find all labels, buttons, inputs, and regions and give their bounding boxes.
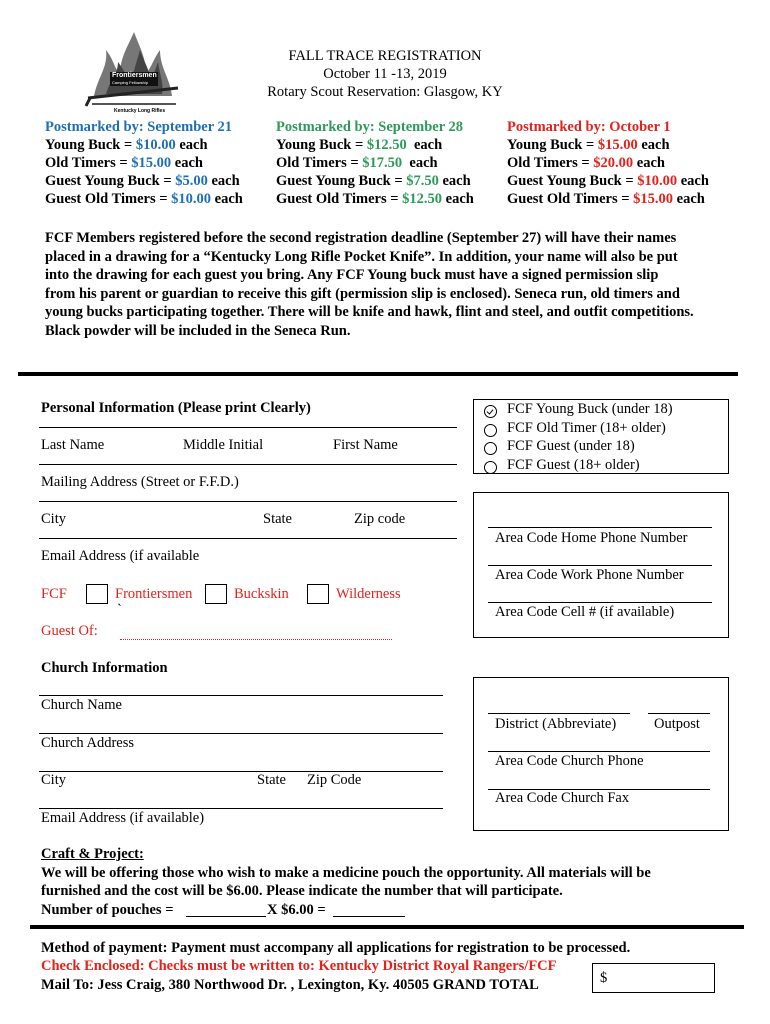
price-suffix: each — [438, 173, 471, 189]
logo-text-2: Camping Fellowship — [112, 80, 149, 85]
category-label: FCF Young Buck (under 18) — [507, 401, 673, 417]
price-suffix: each — [171, 155, 203, 171]
church-city-line[interactable] — [39, 771, 443, 772]
price-suffix: each — [637, 137, 670, 153]
price-line — [45, 191, 243, 208]
church-state-label: State — [257, 772, 286, 788]
price-suffix: each — [677, 173, 709, 189]
price-amount: $12.50 — [402, 191, 443, 207]
price-suffix: each — [406, 137, 443, 153]
district-label: District (Abbreviate) — [495, 716, 617, 732]
outpost-line[interactable] — [648, 713, 710, 714]
notice-line: into the drawing for each guest you bring. Any FCF Young buck must have a signed permission slip — [45, 267, 659, 283]
church-address-label: Church Address — [41, 735, 135, 751]
price-amount: $17.50 — [362, 155, 403, 171]
city-label: City — [41, 511, 66, 527]
outpost-label: Outpost — [654, 716, 700, 732]
personal-info-heading: Personal Information (Please print Clearly) — [41, 400, 311, 416]
price-amount: $5.00 — [175, 173, 208, 189]
price-label: Old Timers = — [45, 155, 132, 171]
work-phone-label: Area Code Work Phone Number — [495, 567, 684, 583]
price-suffix: each — [402, 155, 438, 171]
guest-of-line[interactable] — [120, 639, 392, 640]
frontiersmen-label: Frontiersmen — [115, 586, 193, 602]
district-line[interactable] — [488, 713, 630, 714]
home-phone-label: Area Code Home Phone Number — [495, 530, 688, 546]
pricing-heading-2: Postmarked by: September 28 — [276, 119, 464, 135]
church-email-line[interactable] — [39, 808, 443, 809]
price-line — [507, 173, 709, 190]
pouches-count-field[interactable] — [186, 916, 266, 917]
price-label: Guest Young Buck = — [507, 173, 638, 189]
notice-line: from his parent or guardian to receive this gift (permission slip is enclosed). Seneca run, old timers and — [45, 285, 680, 302]
wilderness-checkbox[interactable] — [307, 584, 329, 604]
price-label: Old Timers = — [276, 155, 363, 171]
church-phone-label: Area Code Church Phone — [495, 753, 644, 769]
church-info-heading: Church Information — [41, 660, 168, 676]
price-line — [507, 137, 670, 154]
fcf-logo — [84, 28, 182, 118]
price-amount: $15.00 — [597, 137, 638, 153]
price-label: Guest Young Buck = — [45, 173, 176, 189]
payment-method: Method of payment: Payment must accompany all applications for registration to be processed. — [41, 940, 631, 956]
church-email-label: Email Address (if available) — [41, 810, 205, 826]
notice-line: FCF Members registered before the second registration deadline (September 27) will have their names — [45, 230, 677, 246]
church-name-label: Church Name — [41, 697, 122, 713]
price-line — [276, 137, 442, 154]
craft-line-1: We will be offering those who wish to make a medicine pouch the opportunity. All materials will be — [41, 865, 651, 881]
pouches-multiplier: X $6.00 = — [267, 902, 326, 918]
craft-line-2: furnished and the cost will be $6.00. Please indicate the number that will participate. — [41, 883, 563, 899]
payment-divider — [30, 925, 744, 929]
state-label: State — [263, 511, 292, 527]
price-label: Guest Old Timers = — [507, 191, 634, 207]
frontiersmen-checkbox[interactable] — [86, 584, 108, 604]
church-phone-line[interactable] — [488, 751, 710, 752]
category-label: FCF Old Timer (18+ older) — [507, 419, 666, 436]
buckskin-checkbox[interactable] — [205, 584, 227, 604]
price-suffix: each — [633, 155, 665, 171]
mail-to: Mail To: Jess Craig, 380 Northwood Dr. , Lexington, Ky. 40505 GRAND TOTAL — [41, 977, 539, 993]
grand-total-prefix: $ — [600, 970, 608, 986]
category-radio[interactable] — [484, 442, 497, 455]
price-amount: $15.00 — [131, 155, 172, 171]
middle-initial-label: Middle Initial — [183, 437, 264, 453]
price-line — [276, 191, 474, 208]
fcf-label: FCF — [41, 586, 67, 602]
email-label: Email Address (if available — [41, 548, 200, 564]
price-line — [45, 155, 203, 172]
first-name-label: First Name — [333, 437, 398, 453]
notice-line: placed in a drawing for a “Kentucky Long Rifle Pocket Knife”. In addition, your name will also be put — [45, 248, 678, 265]
last-name-label: Last Name — [41, 437, 105, 453]
church-name-line[interactable] — [39, 695, 443, 696]
price-amount: $10.00 — [171, 191, 212, 207]
price-amount: $10.00 — [135, 137, 176, 153]
church-address-line[interactable] — [39, 733, 443, 734]
church-city-label: City — [41, 772, 66, 788]
price-amount: $10.00 — [637, 173, 678, 189]
buckskin-label: Buckskin — [234, 586, 289, 602]
name-underline[interactable] — [39, 464, 457, 465]
mailing-address-label: Mailing Address (Street or F.F.D.) — [41, 474, 239, 490]
check-mark-icon — [487, 407, 494, 414]
header-block — [185, 47, 585, 101]
price-line — [45, 173, 240, 190]
logo-caption: Kentucky Long Rifles — [114, 108, 166, 114]
notice-line: Black powder will be included in the Seneca Run. — [45, 322, 351, 339]
category-label: FCF Guest (under 18) — [507, 438, 635, 454]
price-amount: $20.00 — [593, 155, 634, 171]
price-label: Guest Old Timers = — [276, 191, 403, 207]
grand-total-field[interactable] — [592, 963, 715, 993]
pricing-heading-1: Postmarked by: September 21 — [45, 119, 233, 135]
price-label: Guest Old Timers = — [45, 191, 172, 207]
mailing-address-line[interactable] — [39, 501, 457, 502]
category-label: FCF Guest (18+ older) — [507, 456, 640, 473]
form-title: FALL TRACE REGISTRATION — [288, 48, 482, 64]
church-zip-label: Zip Code — [307, 772, 362, 788]
price-suffix: each — [207, 173, 240, 189]
price-label: Guest Young Buck = — [276, 173, 407, 189]
price-line — [507, 191, 705, 208]
cell-phone-label: Area Code Cell # (if available) — [495, 604, 675, 620]
work-phone-line[interactable] — [488, 565, 712, 566]
price-label: Old Timers = — [507, 155, 594, 171]
guest-of-label: Guest Of: — [41, 623, 98, 639]
category-radio[interactable] — [484, 424, 497, 437]
price-label: Young Buck = — [276, 137, 367, 153]
price-amount: $12.50 — [366, 137, 407, 153]
price-line — [507, 155, 665, 172]
logo-text-1: Frontiersmen — [112, 72, 157, 79]
name-line[interactable] — [39, 427, 457, 428]
event-location: Rotary Scout Reservation: Glasgow, KY — [267, 84, 503, 100]
price-label: Young Buck = — [45, 137, 136, 153]
church-fax-label: Area Code Church Fax — [495, 790, 630, 806]
city-line[interactable] — [39, 538, 457, 539]
price-line — [45, 137, 208, 154]
section-divider — [18, 372, 738, 376]
price-suffix: each — [442, 191, 474, 207]
price-line — [276, 173, 471, 190]
zip-label: Zip code — [354, 511, 406, 527]
category-radio-selected[interactable] — [484, 405, 497, 418]
category-radio[interactable] — [484, 461, 497, 474]
event-dates: October 11 -13, 2019 — [323, 66, 447, 82]
pouches-total-field[interactable] — [333, 916, 405, 917]
cell-phone-line[interactable] — [488, 602, 712, 603]
pouches-label: Number of pouches = — [41, 902, 174, 918]
pricing-heading-3: Postmarked by: October 1 — [507, 119, 671, 135]
notice-line: young bucks participating together. There will be knife and hawk, flint and steel, and outfit competitions. — [45, 304, 694, 320]
price-suffix: each — [175, 137, 208, 153]
price-suffix: each — [211, 191, 243, 207]
price-amount: $7.50 — [406, 173, 439, 189]
craft-heading: Craft & Project: — [41, 846, 144, 862]
price-amount: $15.00 — [633, 191, 674, 207]
stray-mark: ` — [117, 602, 122, 618]
check-instructions: Check Enclosed: Checks must be written to: Kentucky District Royal Rangers/FCF — [41, 958, 557, 974]
wilderness-label: Wilderness — [336, 586, 401, 602]
price-line — [276, 155, 438, 172]
price-suffix: each — [673, 191, 705, 207]
price-label: Young Buck = — [507, 137, 598, 153]
home-phone-line[interactable] — [488, 527, 712, 528]
